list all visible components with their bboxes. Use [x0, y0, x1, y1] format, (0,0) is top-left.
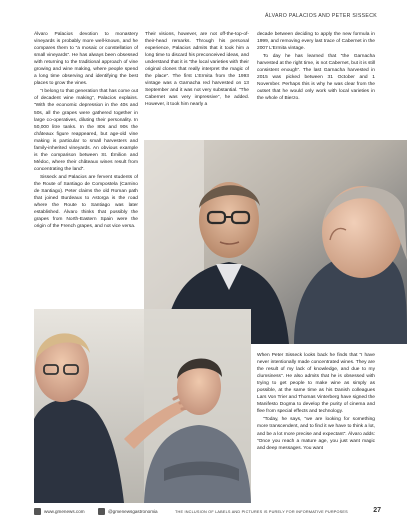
footer-disclaimer: THE INCLUSION OF LABELS AND PICTURES IS PURELY FOR INFORMATIVE PURPOSES [175, 510, 348, 514]
twitter-icon [98, 508, 105, 515]
text-column-3-continued [257, 352, 375, 453]
footer-web [34, 508, 85, 515]
paragraph: decade between deciding to apply the new formula in 1999, and removing every last trace of Cabernet in the 2007 L’Ermita vintage. [257, 32, 375, 52]
footer-twitter [98, 508, 158, 515]
paragraph: “I belong to that generation that has come out of decadent wine making”, Palacios explains. “With the economic depression in the 40s and 50s, all the grapes were gathered together in large co-operatives, diluting their personality. In 50,000 litre tanks. In the 80s and 90s the châteaux figure reappeared, but age-old vine making is particular to small harvesters and family-inherited vineyards. An obvious example is the comparison between St. Émilion and Médoc, where their châteaux wines result from concentrating the land”. [34, 89, 138, 172]
page-footer [0, 505, 407, 524]
paragraph: When Peter Sisseck looks back he finds that “I have never intentionally made concentrated wines. They are the result of my lack of knowledge, and due to my clumsiness”. He also admits that he is obsessed with trying to get people to make wine as simply as possible, at the same time as his Danish colleagues Lars Von Trier and Thomas Vinterberg have signed the Manifesto Dogma to develop the purity of cinema and flee from special effects and technology. [257, 353, 375, 415]
paragraph: Álvaro Palacios devotion to monastery vineyards is probably more well-known, and he compares them to “a mosaic or constellation of small vineyards”. He has always been obsessed with returning to the traditional approach of vine growing and wine making, where people spend a long time observing and identifying the best places to grow the vines. [34, 32, 138, 87]
paragraph: To day he has learned that “the Garnacha harvested at the right time, is not Cabernet, but it is still consistent enough”. The last Garnacha harvested in 2015 was picked between 31 October and 1 November. Perhaps this is why he was clear from the outset that he would only work with local varieties in the whole of Bierzo. [257, 54, 375, 102]
footer-twitter-link[interactable]: @gmenewsgastronomia [108, 509, 158, 514]
text-column-2 [145, 31, 249, 110]
running-head: ÁLVARO PALACIOS AND PETER SISSECK [265, 13, 377, 19]
paragraph: “Today, he says, “we are looking for something more transcendent, and to find it we have to think a lot, and be a lot more precise and expectant”. Álvaro adds: “Once you reach a mature age, you just want magic and deep messages. You want [257, 417, 375, 451]
page-number: 27 [373, 507, 381, 514]
photo-illustration [34, 309, 251, 503]
photo-men-gesturing [34, 309, 251, 503]
paragraph: Sisseck and Palacios are fervent students of the Route of Santiago de Compostela (Camino de Santiago). Peter claims the old Roman path that joined Burdeaux to Astorga is the road where the Route to Santiago was later established. Álvaro thinks that possibly the grapes from North-Eastern Spain were the origin of the French grapes, and not vice versa. [34, 174, 138, 230]
globe-icon [34, 508, 41, 515]
text-column-1 [34, 31, 138, 231]
footer-web-link[interactable]: www.gmenews.com [44, 509, 85, 514]
text-column-3 [257, 31, 375, 103]
paragraph: Their visions, however, are not off-the-top-of-their-head remarks. Through his personal experience, Palacios admits that it took him a long time to discard his preconceived ideas, and understand that it is “the local varieties with their original clones that really interpret the magic of the place”. The first L’Ermita from the 1993 vintage was a Garnacha red harvested on 13 September and it was not very substantial. “The Cabernet was very impressive”, he added. However, it took him nearly a [145, 32, 249, 108]
